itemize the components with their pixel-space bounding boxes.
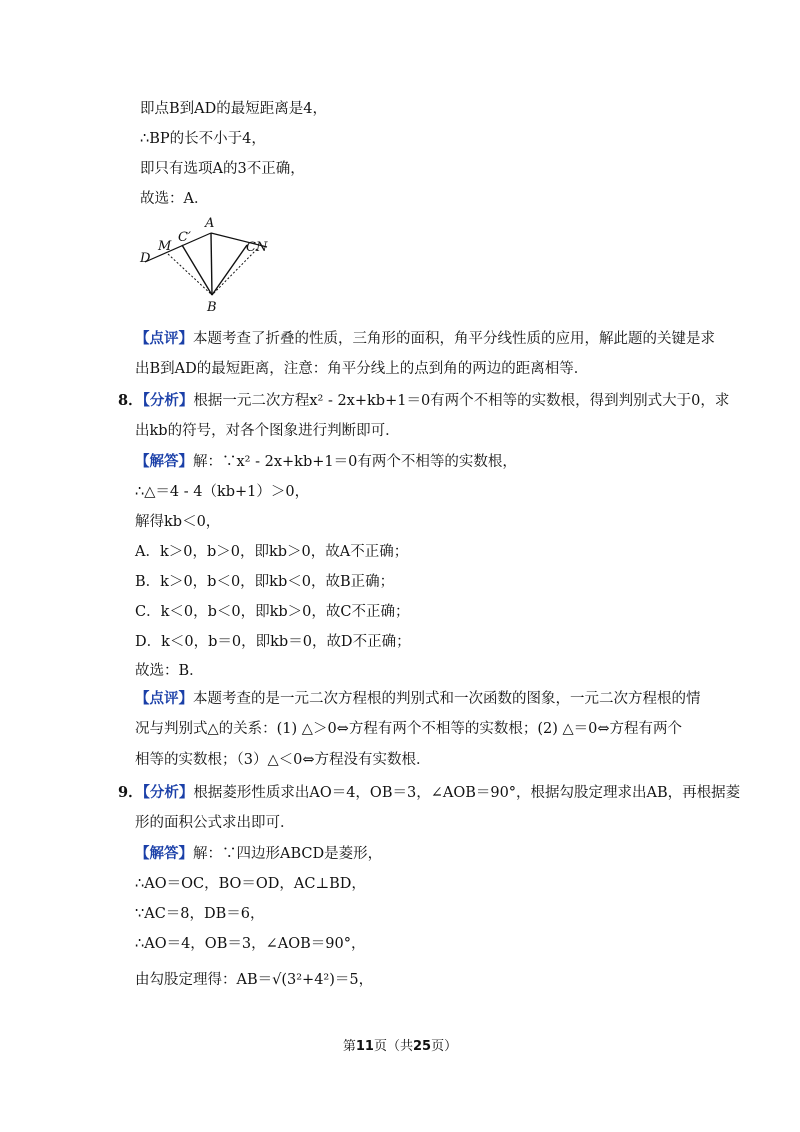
option-a-line: A．k＞0，b＞0，即kb＞0，故A不正确； <box>135 544 409 560</box>
text-line: 故选：A． <box>140 191 209 207</box>
footer-mid: 页（共 <box>373 1039 413 1054</box>
answer-text: 解：∵四边形ABCD是菱形， <box>193 846 383 862</box>
text-line: 故选：B． <box>135 663 204 679</box>
comment-text: 本题考查的是一元二次方程根的判别式和一次函数的图象，一元二次方程根的情 <box>193 691 701 707</box>
text-line: 即只有选项A的3不正确， <box>140 161 305 177</box>
text-line: 由勾股定理得：AB＝√(3²+4²)＝5， <box>135 972 374 988</box>
text-line: ∴BP的长不小于4， <box>140 131 266 147</box>
label-c: C <box>246 240 256 255</box>
option-d-line: D．k＜0，b＝0，即kb＝0，故D不正确； <box>135 634 411 650</box>
answer-line <box>135 453 517 471</box>
label-a: A <box>205 216 215 231</box>
geometry-figure <box>135 205 285 315</box>
question-9-line <box>118 784 740 802</box>
segment-ab <box>211 233 212 295</box>
text-line: 相等的实数根；（3）△＜0⇔方程没有实数根． <box>135 752 431 768</box>
comment-text: 本题考查了折叠的性质，三角形的面积，角平分线性质的应用，解此题的关键是求 <box>193 331 715 347</box>
label-n: N <box>256 240 268 255</box>
analysis-text: 根据菱形性质求出AO＝4，OB＝3，∠AOB＝90°，根据勾股定理求出AB，再根据菱 <box>193 785 741 801</box>
footer-prefix: 第 <box>342 1039 356 1054</box>
comment-line <box>135 330 715 348</box>
answer-tag: 【解答】 <box>135 845 193 862</box>
analysis-tag: 【分析】 <box>142 392 194 409</box>
page-number: 11 <box>355 1039 374 1054</box>
dotted-line-left <box>168 254 212 295</box>
analysis-text: 根据一元二次方程x² - 2x+kb+1＝0有两个不相等的实数根，得到判别式大于0，求 <box>193 393 730 409</box>
text-line: 况与判别式△的关系：(1) △＞0⇔方程有两个不相等的实数根；(2) △＝0⇔方程有两个 <box>135 721 682 737</box>
text-line: 形的面积公式求出即可． <box>135 815 295 831</box>
text-line: 解得kb＜0， <box>135 514 221 530</box>
segment-cb <box>212 245 247 295</box>
segment-mb <box>182 245 212 295</box>
page-footer <box>0 1035 800 1054</box>
option-b-line: B．k＞0，b＜0，即kb＜0，故B正确； <box>135 574 395 590</box>
question-8-line <box>118 392 729 410</box>
text-line: 即点B到AD的最短距离是4， <box>140 101 327 117</box>
text-line: ∴AO＝4，OB＝3，∠AOB＝90°， <box>135 936 366 952</box>
text-line: ∴△＝4 - 4（kb+1）＞0， <box>135 484 310 500</box>
text-line: ∴AO＝OC，BO＝OD，AC⊥BD， <box>135 876 366 892</box>
label-b: B <box>207 300 217 315</box>
comment-tag: 【点评】 <box>135 330 193 347</box>
label-m: M <box>158 239 172 254</box>
question-number: 9． <box>118 784 143 801</box>
text-line: ∵AC＝8，DB＝6， <box>135 906 265 922</box>
text-line: 出kb的符号，对各个图象进行判断即可． <box>135 423 400 439</box>
text-line: 出B到AD的最短距离，注意：角平分线上的点到角的两边的距离相等． <box>135 361 589 377</box>
answer-text: 解：∵x² - 2x+kb+1＝0有两个不相等的实数根， <box>193 454 517 470</box>
comment-line <box>135 690 701 708</box>
dotted-line-right <box>212 249 257 295</box>
analysis-tag: 【分析】 <box>142 784 194 801</box>
answer-tag: 【解答】 <box>135 453 193 470</box>
comment-tag: 【点评】 <box>135 690 193 707</box>
option-c-line: C．k＜0，b＜0，即kb＞0，故C不正确； <box>135 604 410 620</box>
answer-line <box>135 845 382 863</box>
total-pages: 25 <box>413 1039 432 1054</box>
question-number: 8． <box>118 392 143 409</box>
label-d: D <box>140 251 151 266</box>
label-c-prime: C′ <box>178 230 191 245</box>
footer-suffix: 页） <box>431 1039 458 1054</box>
